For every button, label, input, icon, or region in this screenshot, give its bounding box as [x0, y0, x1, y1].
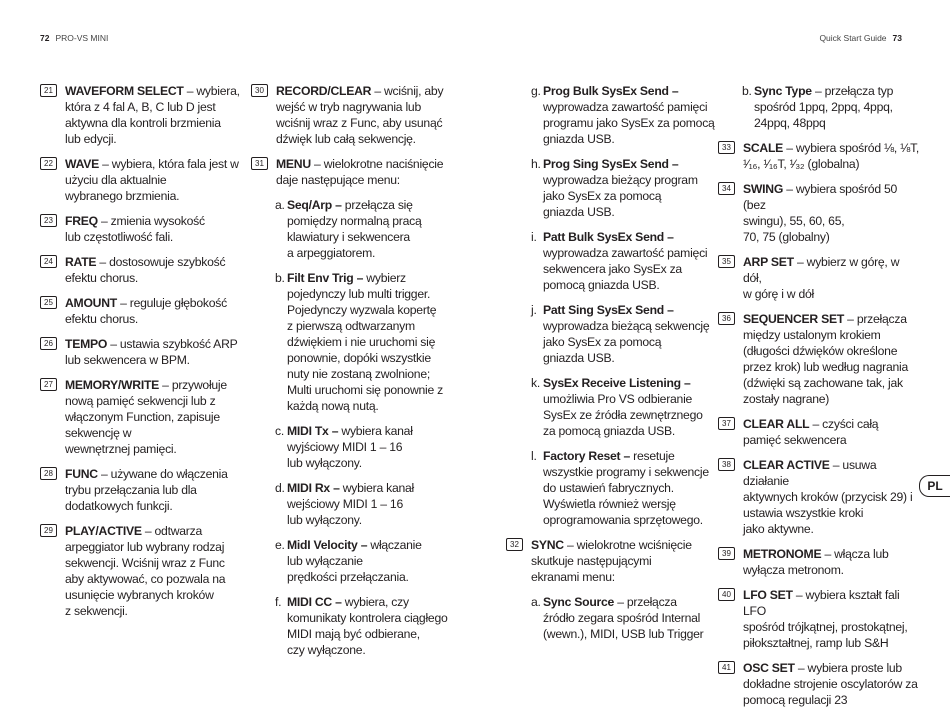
submenu-letter: i. [531, 230, 537, 244]
submenu-letter: h. [531, 157, 541, 171]
item-number-badge: 34 [718, 182, 735, 195]
item-title: WAVEFORM SELECT [65, 84, 184, 98]
item-description: – czyści całą pamięć sekwencera [743, 417, 879, 447]
submenu-letter: f. [275, 595, 282, 609]
item-description: – wybiera spośród 50 (bez swingu), 55, 60, 65, 70, 75 (globalny) [743, 182, 898, 244]
submenu-description: resetuje wszystkie programy i sekwencje do ustawień fabrycznych. Wyświetla również wersję oprogramowania sprzętowego. [543, 449, 709, 527]
item-number-badge: 31 [251, 157, 268, 170]
submenu-item [506, 302, 722, 366]
control-item-35 [718, 254, 920, 302]
item-title: ARP SET [743, 255, 794, 269]
submenu-description: włączanie lub wyłączanie prędkości przełączania. [287, 538, 422, 584]
item-description: – wielokrotne wciśnięcie skutkuje następującymi ekranami menu: [531, 538, 692, 584]
item-description: – usuwa działanie aktywnych kroków (przycisk 29) i ustawia wszystkie kroki jako aktywne. [743, 458, 913, 536]
item-description: – wybierz w górę, w dół, w górę i w dół [743, 255, 900, 301]
submenu-item [506, 229, 722, 293]
item-number-badge: 33 [718, 141, 735, 154]
item-description: – wciśnij, aby wejść w tryb nagrywania lub wciśnij wraz z Func, aby usunąć dźwięk lub całą sekwencję. [276, 84, 444, 146]
submenu-description: wyprowadza bieżącą sekwencję jako SysEx za pomocą gniazda USB. [543, 319, 710, 365]
item-title: FREQ [65, 214, 98, 228]
item-title: CLEAR ACTIVE [743, 458, 830, 472]
item-number-badge: 22 [40, 157, 57, 170]
submenu-letter: a. [275, 198, 285, 212]
submenu-item [251, 270, 464, 414]
item-number-badge: 30 [251, 84, 268, 97]
control-item-25 [40, 295, 252, 327]
right-page-header [819, 33, 902, 43]
left-page-number: 72 [40, 33, 50, 43]
item-number-badge: 23 [40, 214, 57, 227]
submenu-letter: a. [531, 595, 541, 609]
submenu-item [506, 448, 722, 528]
item-title: CLEAR ALL [743, 417, 810, 431]
control-item-39 [718, 546, 920, 578]
control-item-38 [718, 457, 920, 537]
item-number-badge: 35 [718, 255, 735, 268]
item-number-badge: 21 [40, 84, 57, 97]
item-title: RATE [65, 255, 97, 269]
submenu-description: wybiera kanał wyjściowy MIDI 1 – 16 lub wyłączony. [287, 424, 413, 470]
submenu-title: Sync Type [754, 84, 812, 98]
submenu-title: MIDI Rx – [287, 481, 340, 495]
left-page-header [40, 33, 108, 43]
right-page-number: 73 [892, 33, 902, 43]
submenu-item [251, 537, 464, 585]
control-item-32 [506, 537, 722, 585]
submenu-letter: g. [531, 84, 541, 98]
submenu-description: wybiera, czy komunikaty kontrolera ciągłego MIDI mają być odbierane, czy wyłączone. [287, 595, 448, 657]
submenu-letter: b. [275, 271, 285, 285]
submenu-title: Patt Sing SysEx Send – [543, 303, 674, 317]
item-title: PLAY/ACTIVE [65, 524, 142, 538]
item-number-badge: 26 [40, 337, 57, 350]
control-item-34 [718, 181, 920, 245]
item-title: SYNC [531, 538, 564, 552]
item-description: – włącza lub wyłącza metronom. [743, 547, 889, 577]
submenu-title: Patt Bulk SysEx Send – [543, 230, 674, 244]
submenu-item [251, 197, 464, 261]
submenu-description: wyprowadza bieżący program jako SysEx za pomocą gniazda USB. [543, 173, 698, 219]
item-title: AMOUNT [65, 296, 117, 310]
item-description: – ustawia szybkość ARP lub sekwencera w BPM. [65, 337, 238, 367]
control-item-27 [40, 377, 252, 457]
language-tab: PL [919, 475, 950, 497]
item-title: SWING [743, 182, 784, 196]
item-number-badge: 40 [718, 588, 735, 601]
item-title: WAVE [65, 157, 99, 171]
control-item-40 [718, 587, 920, 651]
submenu-title: Sync Source [543, 595, 615, 609]
submenu-title: MIDI Tx – [287, 424, 339, 438]
submenu-description: umożliwia Pro VS odbieranie SysEx ze źródła zewnętrznego za pomocą gniazda USB. [543, 392, 703, 438]
left-page-title: PRO-VS MINI [55, 33, 109, 43]
item-title: TEMPO [65, 337, 108, 351]
control-item-26 [40, 336, 252, 368]
submenu-item [506, 375, 722, 439]
submenu-item [506, 83, 722, 147]
submenu-title: SysEx Receive Listening – [543, 376, 691, 390]
item-description: – wybiera, która fala jest w użyciu dla aktualnie wybranego brzmienia. [65, 157, 239, 203]
control-item-41 [718, 660, 920, 708]
item-number-badge: 28 [40, 467, 57, 480]
submenu-title: Prog Sing SysEx Send – [543, 157, 679, 171]
submenu-description: wybiera kanał wejściowy MIDI 1 – 16 lub wyłączony. [287, 481, 415, 527]
submenu-description: wybierz pojedynczy lub multi trigger. Pojedynczy wyzwala kopertę z pierwszą odtwarzanym dźwiękiem i nie uruchomi się ponownie, dopóki wszystkie nuty nie zostaną zwolnione; Multi uruchomi się ponownie z każdą nową nutą. [287, 271, 444, 413]
column-2 [251, 83, 464, 667]
control-item-37 [718, 416, 920, 448]
submenu-description: – przełącza typ spośród 1ppq, 2ppq, 4ppq, 24ppq, 48ppq [754, 84, 894, 130]
control-item-28 [40, 466, 252, 514]
item-number-badge: 32 [506, 538, 523, 551]
item-number-badge: 36 [718, 312, 735, 325]
submenu-item [506, 594, 722, 642]
item-title: LFO SET [743, 588, 793, 602]
item-number-badge: 29 [40, 524, 57, 537]
item-title: MENU [276, 157, 311, 171]
control-item-31 [251, 156, 464, 188]
item-description: – reguluje głębokość efektu chorus. [65, 296, 227, 326]
item-description: – odtwarza arpeggiator lub wybrany rodzaj sekwencji. Wciśnij wraz z Func aby aktywować, co pozwala na usunięcie wybranych kroków z sekwencji. [65, 524, 226, 618]
item-title: FUNC [65, 467, 98, 481]
submenu-description: wyprowadza zawartość pamięci sekwencera jako SysEx za pomocą gniazda USB. [543, 246, 708, 292]
submenu-title: Prog Bulk SysEx Send – [543, 84, 679, 98]
item-description: – przełącza między ustalonym krokiem (długości dźwięków określone przez krok) lub według nagrania (dźwięki są zachowane tak, jak zostały nagrane) [743, 312, 908, 406]
item-description: – zmienia wysokość lub częstotliwość fali. [65, 214, 205, 244]
item-description: – wybiera, która z 4 fal A, B, C lub D jest aktywna dla kontroli brzmienia lub edycji. [65, 84, 240, 146]
column-3 [506, 83, 722, 651]
item-title: SCALE [743, 141, 784, 155]
submenu-description: – przełącza źródło zegara spośród Internal (wewn.), MIDI, USB lub Trigger [543, 595, 704, 641]
control-item-22 [40, 156, 252, 204]
control-item-30 [251, 83, 464, 147]
submenu-letter: c. [275, 424, 284, 438]
submenu-letter: b. [742, 84, 752, 98]
item-description: – wybiera spośród ⅛, ⅛T, ¹⁄₁₆, ¹⁄₁₆T, ¹⁄₃₂ (globalna) [743, 141, 920, 171]
item-title: SEQUENCER SET [743, 312, 845, 326]
item-description: – używane do włączenia trybu przełączania lub dla dodatkowych funkcji. [65, 467, 228, 513]
submenu-letter: l. [531, 449, 537, 463]
submenu-title: MidI Velocity – [287, 538, 368, 552]
submenu-title: Seq/Arp – [287, 198, 342, 212]
submenu-item [251, 423, 464, 471]
item-title: METRONOME [743, 547, 822, 561]
item-title: RECORD/CLEAR [276, 84, 372, 98]
item-number-badge: 37 [718, 417, 735, 430]
item-description: – dostosowuje szybkość efektu chorus. [65, 255, 226, 285]
submenu-title: Factory Reset – [543, 449, 631, 463]
submenu-letter: d. [275, 481, 285, 495]
submenu-item [718, 83, 920, 131]
submenu-letter: k. [531, 376, 540, 390]
item-title: OSC SET [743, 661, 795, 675]
item-description: – wielokrotne naciśnięcie daje następujące menu: [276, 157, 444, 187]
control-item-36 [718, 311, 920, 407]
item-description: – wybiera proste lub dokładne strojenie oscylatorów za pomocą regulacji 23 [743, 661, 918, 707]
item-number-badge: 41 [718, 661, 735, 674]
submenu-item [251, 594, 464, 658]
column-1 [40, 83, 252, 628]
control-item-21 [40, 83, 252, 147]
item-description: – przywołuje nową pamięć sekwencji lub z włączonym Function, zapisuje sekwencję w wewnętrznej pamięci. [65, 378, 227, 456]
control-item-23 [40, 213, 252, 245]
submenu-item [251, 480, 464, 528]
control-item-33 [718, 140, 920, 172]
item-number-badge: 27 [40, 378, 57, 391]
item-number-badge: 25 [40, 296, 57, 309]
submenu-description: wyprowadza zawartość pamięci programu jako SysEx za pomocą gniazda USB. [543, 100, 715, 146]
item-title: MEMORY/WRITE [65, 378, 160, 392]
submenu-letter: j. [531, 303, 537, 317]
submenu-letter: e. [275, 538, 285, 552]
submenu-title: Filt Env Trig – [287, 271, 364, 285]
submenu-description: przełącza się pomiędzy normalną pracą klawiatury i sekwencera a arpeggiatorem. [287, 198, 422, 260]
submenu-item [506, 156, 722, 220]
item-number-badge: 24 [40, 255, 57, 268]
item-description: – wybiera kształt fali LFO spośród trójkątnej, prostokątnej, piłokształtnej, ramp lub S&H [743, 588, 908, 650]
column-4 [718, 83, 920, 717]
control-item-24 [40, 254, 252, 286]
item-number-badge: 39 [718, 547, 735, 560]
item-number-badge: 38 [718, 458, 735, 471]
right-page-title: Quick Start Guide [819, 33, 887, 43]
control-item-29 [40, 523, 252, 619]
submenu-title: MIDI CC – [287, 595, 342, 609]
